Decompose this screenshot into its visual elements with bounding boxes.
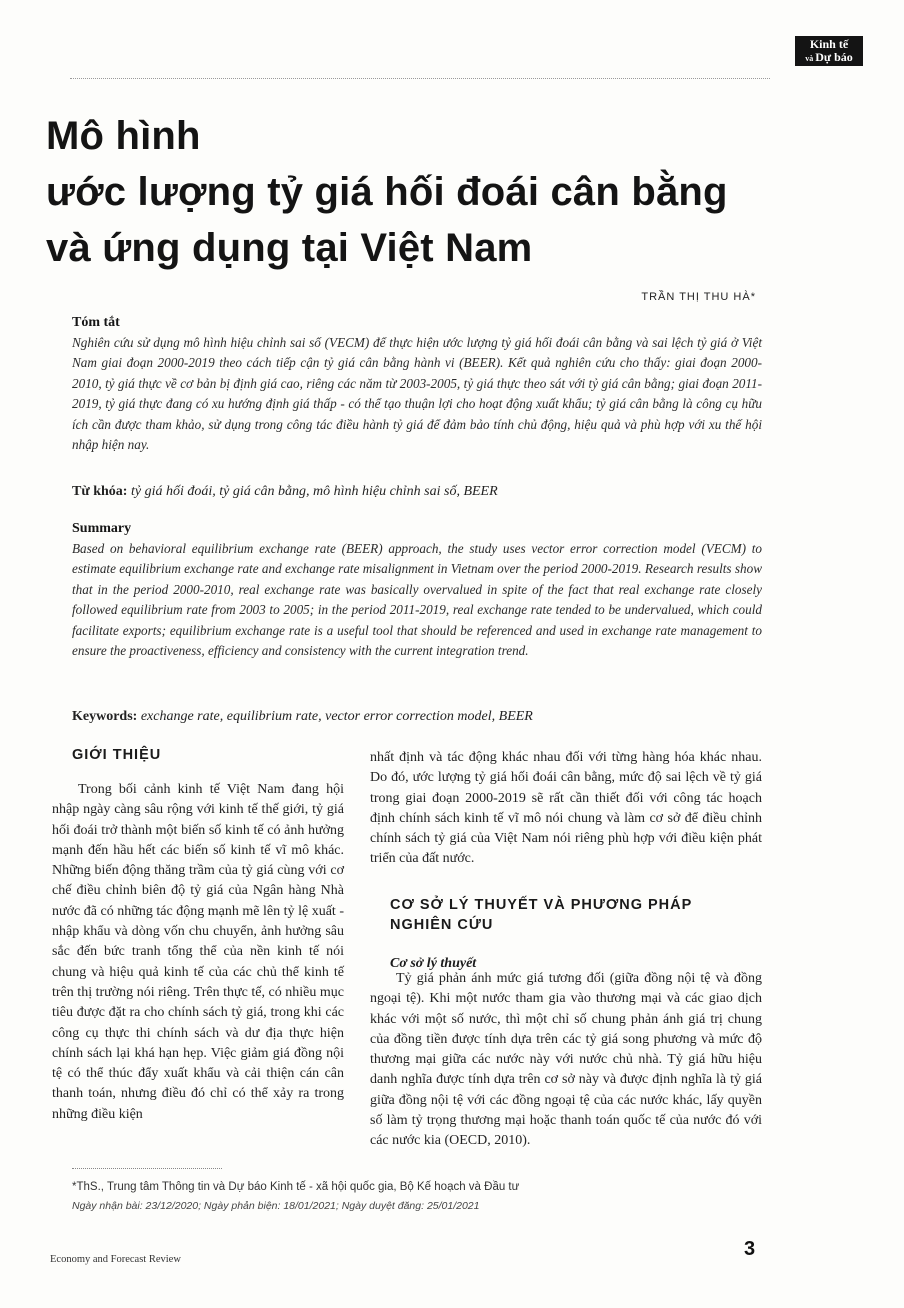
keywords-vi-text: tỷ giá hối đoái, tỷ giá cân bằng, mô hình hiệu chỉnh sai số, BEER <box>130 484 498 499</box>
abstract-en-heading: Summary <box>72 521 132 536</box>
title-line-3: và ứng dụng tại Việt Nam <box>46 226 533 270</box>
theory-text: Tỷ giá phản ánh mức giá tương đối (giữa đồng nội tệ và đồng ngoại tệ). Khi một nước tham gia vào thương mại và các giao dịch khác với một số nước, thì một chỉ số chung phản ánh giá trị chung của đồng tiền được tính dựa trên các tỷ giá song phương và mức độ thương mại giữa các nước này với nước chủ nhà. Tỷ giá hữu hiệu danh nghĩa được tính dựa trên cơ sở này và được định nghĩa là tỷ giá giữa đồng nội tệ với các đồng ngoại tệ của các nước khác, lấy quyền số làm tỷ trọng thương mại hoặc thanh toán quốc tế của nước đó với các nước kia (OECD, 2010). <box>370 971 762 1149</box>
header-divider <box>70 78 770 79</box>
badge-bottom-text: Dự báo <box>815 50 853 64</box>
author-name: TRẦN THỊ THU HÀ* <box>641 291 756 303</box>
keywords-vi-label: Từ khóa: <box>72 484 128 499</box>
abstract-vi-heading: Tóm tắt <box>72 315 120 330</box>
page-number: 3 <box>744 1238 756 1260</box>
theory-heading <box>390 895 762 935</box>
abstract-en-text: Based on behavioral equilibrium exchange rate (BEER) approach, the study uses vector error correction model (VECM) to estimate equilibrium exchange rate and exchange rate misalignment in Vietnam over the period 2000-2019. Research results show that in the period 2000-2010, real exchange rate was basically overvalued in spite of the fact that real exchange rate closely followed equilibrium rate from 2003 to 2005; in the period 2011-2019, real exchange rate tended to be undervalued, which could facilitate exports; equilibrium exchange rate is a useful tool that should be referenced and used in exchange rate management to ensure the proactiveness, efficiency and consistency with the current integration trend. <box>72 541 762 659</box>
footnote-affiliation: *ThS., Trung tâm Thông tin và Dự báo Kinh tế - xã hội quốc gia, Bộ Kế hoạch và Đầu tư <box>72 1181 520 1193</box>
badge-top-text: Kinh tế <box>809 37 849 51</box>
journal-logo-badge <box>795 36 863 66</box>
keywords-vi <box>72 484 772 500</box>
title-line-1: Mô hình <box>46 114 201 158</box>
abstract-vi-text: Nghiên cứu sử dụng mô hình hiệu chỉnh sai số (VECM) để thực hiện ước lượng tỷ giá hối đoái cân bằng và sai lệch tỷ giá ở Việt Nam giai đoạn 2000-2019 theo cách tiếp cận tỷ giá cân bằng hành vi (BEER). Kết quả nghiên cứu cho thấy: giai đoạn 2000-2010, tỷ giá thực về cơ bản bị định giá cao, riêng các năm từ 2003-2005, tỷ giá thực theo sát với tỷ giá cân bằng; giai đoạn 2011-2019, tỷ giá thực đang có xu hướng định giá thấp - có thể tạo thuận lợi cho hoạt động xuất khẩu; tỷ giá cân bằng là công cụ hữu ích cần được tham khảo, sử dụng trong công tác điều hành tỷ giá để đảm bảo tính chủ động, hiệu quả và phù hợp với xu thế hội nhập hiện nay. <box>72 335 762 453</box>
title-line-2: ước lượng tỷ giá hối đoái cân bằng <box>46 170 728 214</box>
intro-left-column: Trong bối cảnh kinh tế Việt Nam đang hội nhập ngày càng sâu rộng với kinh tế thế giới, tỷ giá hối đoái trở thành một biến số kinh tế có ảnh hưởng mạnh đến hầu hết các biến số kinh tế vĩ mô khác. Những biến động thăng trầm của tỷ giá cùng với cơ chế điều chỉnh biên độ tỷ giá của Ngân hàng Nhà nước đã có những tác động mạnh mẽ lên tỷ lệ xuất - nhập khẩu và dòng vốn chu chuyển, ảnh hưởng sâu sắc đến bức tranh tổng thể của nền kinh tế nói chung và hiệu quả kinh tế của các chủ thể kinh tế trên thị trường nói riêng. Trên thực tế, có nhiều mục tiêu được đặt ra cho chính sách tỷ giá, trong khi các công cụ thực thi chính sách và dư địa thực hiện chính sách lại khá hạn hẹp. Việc giảm giá đồng nội tệ có thể thúc đẩy xuất khẩu và cải thiện cán cân thanh toán, nhưng điều đó chỉ có thể xảy ra trong những điều kiện <box>52 782 344 1122</box>
keywords-en-label: Keywords: <box>72 709 138 724</box>
footnote-divider <box>72 1168 222 1169</box>
journal-name: Economy and Forecast Review <box>50 1254 181 1265</box>
keywords-en-text: exchange rate, equilibrium rate, vector error correction model, BEER <box>140 709 533 724</box>
theory-heading-line-1: CƠ SỞ LÝ THUYẾT VÀ PHƯƠNG PHÁP <box>390 897 693 913</box>
badge-bottom-line <box>795 51 863 65</box>
keywords-en <box>72 709 772 725</box>
article-title <box>46 108 846 276</box>
intro-heading: GIỚI THIỆU <box>72 747 162 763</box>
theory-heading-line-2: NGHIÊN CỨU <box>390 917 494 933</box>
badge-small-text: và <box>805 54 814 63</box>
theory-subheading: Cơ sở lý thuyết <box>390 956 477 971</box>
intro-right-column: nhất định và tác động khác nhau đối với từng hàng hóa khác nhau. Do đó, ước lượng tỷ giá hối đoái cân bằng, mức độ sai lệch về tỷ giá trong giai đoạn 2000-2019 sẽ rất cần thiết đối với công tác hoạch định chính sách kinh tế vĩ mô nói chung và làm cơ sở để điều chỉnh chính sách tỷ giá của Việt Nam nói riêng phù hợp với điều kiện phát triển của đất nước. <box>370 750 762 867</box>
submission-dates: Ngày nhận bài: 23/12/2020; Ngày phản biện: 18/01/2021; Ngày duyệt đăng: 25/01/2021 <box>72 1200 480 1212</box>
